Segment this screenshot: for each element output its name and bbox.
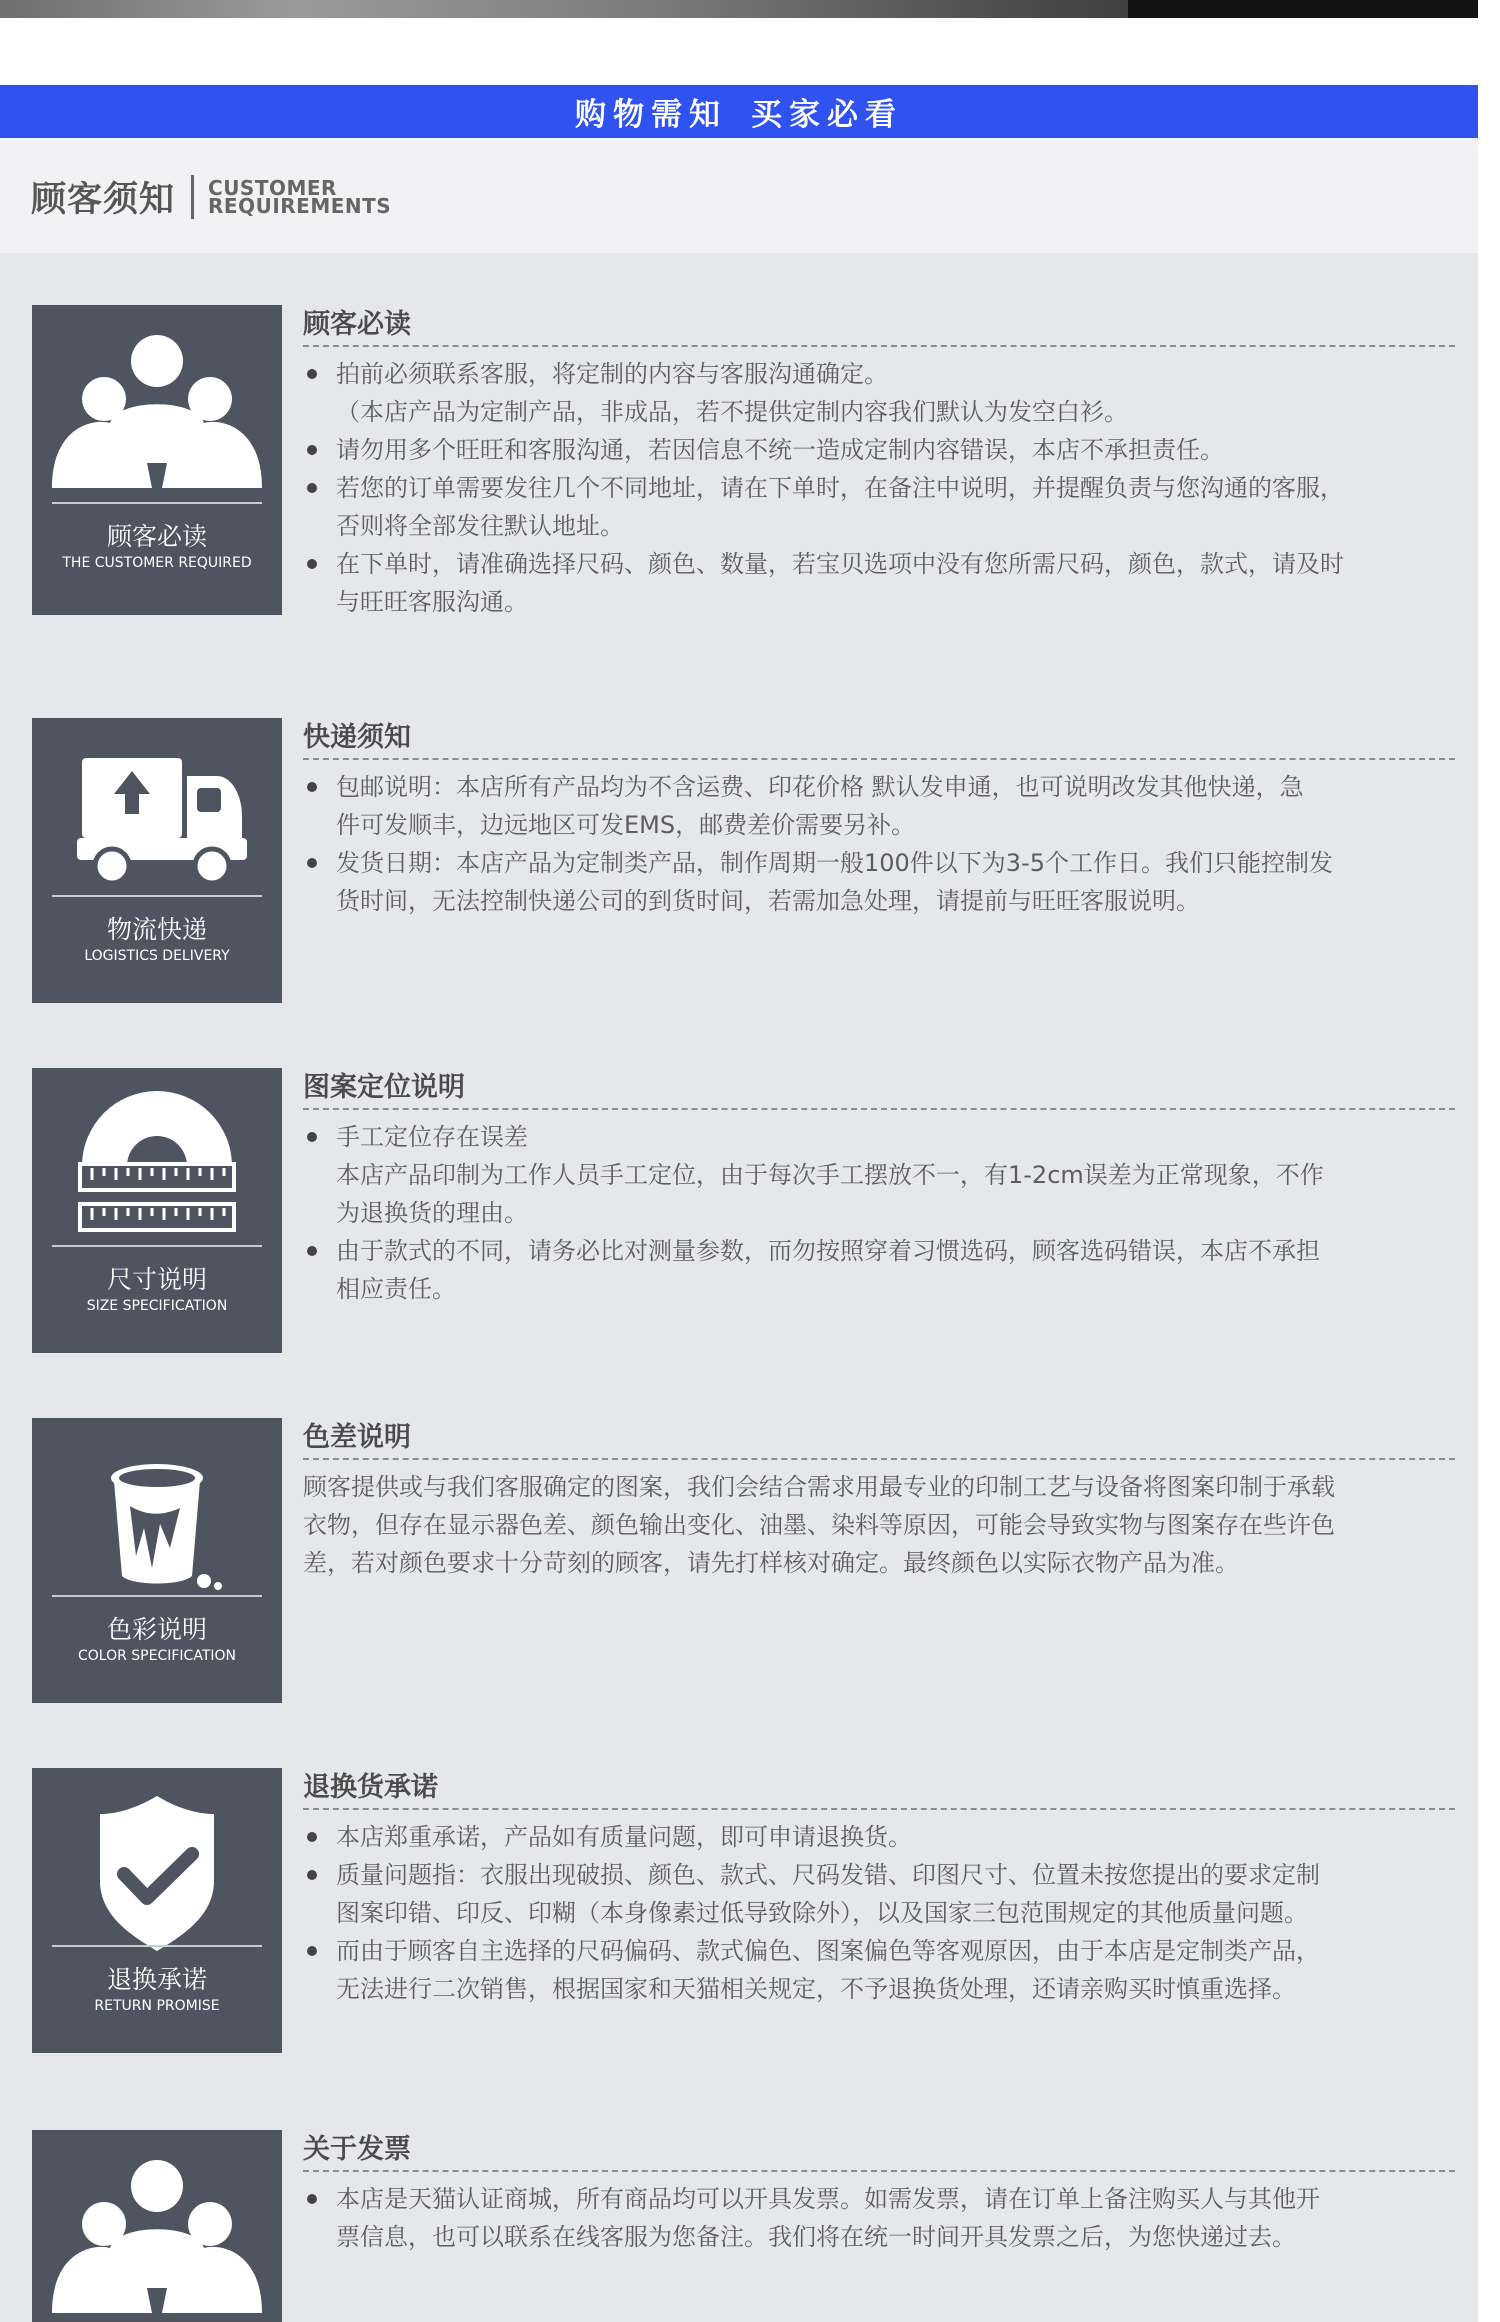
section-title: 图案定位说明 (303, 1072, 465, 1103)
paragraph-line: 顾客提供或与我们客服确定的图案，我们会结合需求用最专业的印制工艺与设备将图案印制于承载 (303, 1473, 1335, 1501)
list-item: 与旺旺客服沟通。 (336, 588, 528, 616)
section-title: 退换货承诺 (303, 1772, 438, 1803)
list-item: 票信息，也可以联系在线客服为您备注。我们将在统一时间开具发票之后，为您快递过去。 (336, 2223, 1296, 2251)
icon-label-zh: 色彩说明 (106, 1615, 207, 1644)
product-photo-strip (0, 0, 1478, 18)
list-item: 请勿用多个旺旺和客服沟通，若因信息不统一造成定制内容错误，本店不承担责任。 (303, 431, 1455, 469)
icon-card (32, 1418, 282, 1703)
banner-right-text: 买家必看 (751, 97, 903, 133)
notice-list (303, 355, 1455, 621)
ruler-protractor-icon (32, 1086, 282, 1266)
dashed-divider (303, 758, 1455, 760)
list-item: 拍前必须联系客服，将定制的内容与客服沟通确定。 (303, 355, 1455, 393)
paint-bucket-icon (32, 1436, 282, 1616)
list-item: 质量问题指：衣服出现破损、颜色、款式、尺码发错、印图尺寸、位置未按您提出的要求定制 (303, 1856, 1455, 1894)
notice-banner (0, 85, 1478, 138)
icon-card (32, 2130, 282, 2322)
icon-label-zh: 物流快递 (106, 915, 207, 944)
list-item: 图案印错、印反、印糊（本身像素过低导致除外），以及国家三包范围规定的其他质量问题。 (336, 1899, 1308, 1927)
list-item: 否则将全部发往默认地址。 (336, 512, 624, 540)
list-item: （本店产品为定制产品，非成品，若不提供定制内容我们默认为发空白衫。 (336, 398, 1128, 426)
dashed-divider (303, 1108, 1455, 1110)
list-item: 件可发顺丰，边远地区可发EMS，邮费差价需要另补。 (336, 811, 916, 839)
page-title-en (208, 176, 392, 218)
dashed-divider (303, 345, 1455, 347)
paragraph-line: 差，若对颜色要求十分苛刻的顾客，请先打样核对确定。最终颜色以实际衣物产品为准。 (303, 1549, 1239, 1577)
notice-list (303, 2180, 1455, 2256)
list-item: 本店产品印制为工作人员手工定位，由于每次手工摆放不一，有1-2cm误差为正常现象，不作 (336, 1161, 1324, 1189)
icon-card (32, 718, 282, 1003)
icon-label-en: SIZE SPECIFICATION (86, 1298, 228, 1314)
icon-label-zh: 尺寸说明 (106, 1265, 207, 1294)
list-item: 包邮说明：本店所有产品均为不含运费、印花价格 默认发申通，也可说明改发其他快递，急 (303, 768, 1455, 806)
list-item: 手工定位存在误差 (303, 1118, 1455, 1156)
icon-label-zh: 顾客必读 (106, 522, 207, 551)
list-item: 发货日期：本店产品为定制类产品，制作周期一般100件以下为3-5个工作日。我们只能控制发 (303, 844, 1455, 882)
dashed-divider (303, 1808, 1455, 1810)
section-title: 快递须知 (303, 722, 411, 753)
notice-list (303, 1118, 1455, 1308)
page-title-en-line1: CUSTOMER (208, 176, 337, 200)
list-item: 相应责任。 (336, 1275, 456, 1303)
list-item: 由于款式的不同，请务必比对测量参数，而勿按照穿着习惯选码，顾客选码错误，本店不承担 (303, 1232, 1455, 1270)
shield-check-icon (32, 1786, 282, 1966)
banner-left-text: 购物需知 (575, 97, 727, 133)
delivery-truck-icon (32, 736, 282, 916)
list-item: 若您的订单需要发往几个不同地址，请在下单时，在备注中说明，并提醒负责与您沟通的客服， (303, 469, 1455, 507)
icon-card (32, 1768, 282, 2053)
customers-group-icon (32, 2148, 282, 2322)
title-divider (191, 175, 194, 219)
icon-label-en: COLOR SPECIFICATION (78, 1648, 236, 1664)
section-title: 色差说明 (303, 1422, 411, 1453)
section-title: 顾客必读 (303, 309, 411, 340)
notice-list (303, 768, 1455, 920)
page-title (31, 172, 391, 222)
icon-label-zh: 退换承诺 (106, 1965, 207, 1994)
page-title-en-line2: REQUIREMENTS (208, 194, 392, 218)
list-item: 而由于顾客自主选择的尺码偏码、款式偏色、图案偏色等客观原因，由于本店是定制类产品， (303, 1932, 1455, 1970)
dashed-divider (303, 1458, 1455, 1460)
dashed-divider (303, 2170, 1455, 2172)
list-item: 无法进行二次销售，根据国家和天猫相关规定，不予退换货处理，还请亲购买时慎重选择。 (336, 1975, 1296, 2003)
list-item: 本店郑重承诺，产品如有质量问题，即可申请退换货。 (303, 1818, 1455, 1856)
section-title: 关于发票 (303, 2134, 411, 2165)
page-title-zh: 顾客须知 (31, 180, 176, 220)
icon-label-en: THE CUSTOMER REQUIRED (62, 555, 252, 571)
icon-card (32, 1068, 282, 1353)
icon-card (32, 305, 282, 615)
paragraph-line: 衣物，但存在显示器色差、颜色输出变化、油墨、染料等原因，可能会导致实物与图案存在些许色 (303, 1511, 1335, 1539)
icon-label-en: LOGISTICS DELIVERY (84, 948, 230, 964)
list-item: 货时间，无法控制快递公司的到货时间，若需加急处理，请提前与旺旺客服说明。 (336, 887, 1200, 915)
notice-list (303, 1818, 1455, 2008)
icon-label-en: RETURN PROMISE (94, 1998, 220, 2014)
list-item: 本店是天猫认证商城，所有商品均可以开具发票。如需发票，请在订单上备注购买人与其他开 (303, 2180, 1455, 2218)
customers-group-icon (32, 323, 282, 503)
list-item: 在下单时，请准确选择尺码、颜色、数量，若宝贝选项中没有您所需尺码，颜色，款式，请及时 (303, 545, 1455, 583)
list-item: 为退换货的理由。 (336, 1199, 528, 1227)
